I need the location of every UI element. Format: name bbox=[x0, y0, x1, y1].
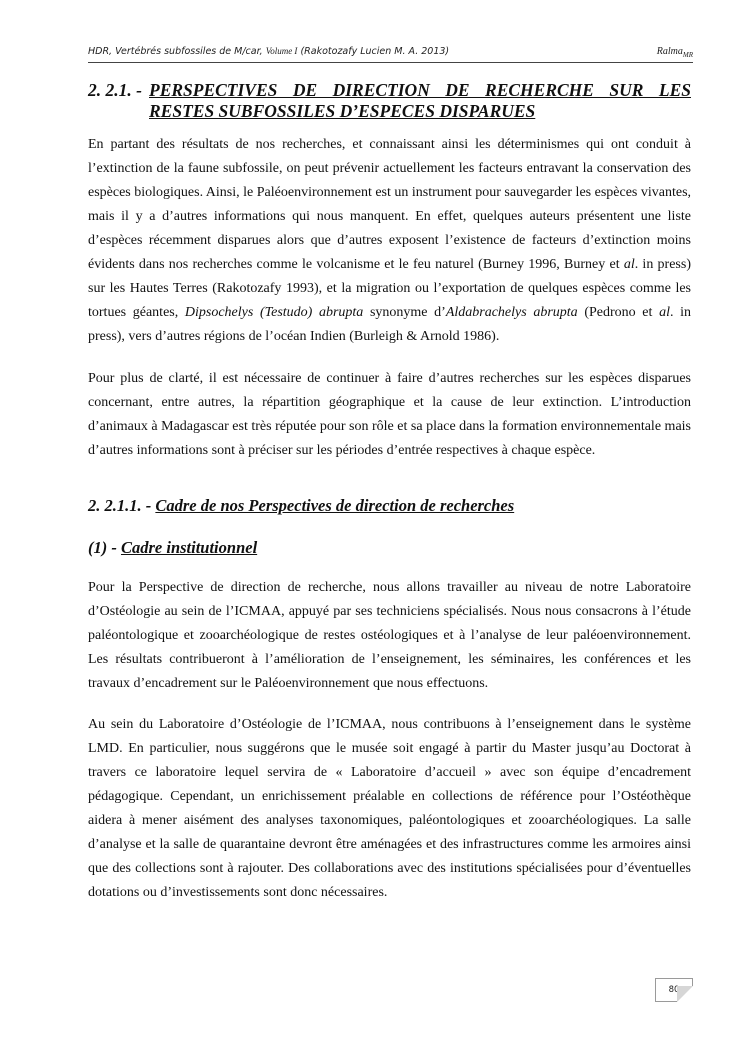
subsubsection-title: Cadre institutionnel bbox=[120, 538, 258, 557]
subsection-title: Cadre de nos Perspectives de direction de recherches bbox=[155, 496, 515, 515]
subsubsection-heading bbox=[88, 537, 691, 559]
subsection-number: 2. 2.1.1. - bbox=[88, 496, 152, 515]
paragraph-2: Pour plus de clarté, il est nécessaire de continuer à faire d’autres recherches sur les espèces disparues concernant, entre autres, la répartition géographique et la cause de leur extinction. L’introduction d’animaux à Madagascar est très réputée pour son rôle et sa place dans la formation environnementale mais d’autres informations sont à préciser sur les périodes d’entrée respectives à chaque espèce. bbox=[88, 371, 691, 458]
section-number: 2. 2.1. - bbox=[88, 80, 142, 100]
para1-et-al-1: al bbox=[623, 257, 635, 272]
para1-et-al-2: al bbox=[659, 305, 670, 320]
header-right-sub: MR bbox=[682, 51, 693, 59]
page-number: 80 bbox=[655, 978, 693, 1002]
species-dipsochelys: Dipsochelys (Testudo) abrupta bbox=[184, 305, 364, 320]
header-right bbox=[657, 46, 693, 59]
header-left bbox=[88, 46, 449, 57]
subsubsection-number: (1) - bbox=[88, 538, 117, 557]
para1-text-4: (Pedrono et bbox=[577, 305, 660, 320]
paragraph-4: Au sein du Laboratoire d’Ostéologie de l’ICMAA, nous contribuons à l’enseignement dans le système LMD. En particulier, nous suggérons que le musée soit engagé à partir du Master jusqu’au Doctorat à travers ce laboratoire lequel servira de « Laboratoire d’accueil » avec son équipe d’encadrement pédagogique. Cependant, un enrichissement préalable en collections de référence pour l’Ostéothèque aidera à mener aisément des analyses taxonomiques, paléontologiques et zooarchéologiques. La salle d’analyse et la salle de quarantaine devront être aménagées et des infrastructures comme les armoires ainsi que des collections sont à rajouter. Des collaborations avec des institutions spécialisées pour d’éventuelles dotations ou d’investissements sont donc nécessaires. bbox=[88, 717, 691, 900]
header-author: (Rakotozafy Lucien M. A. 2013) bbox=[300, 46, 450, 57]
running-header bbox=[88, 43, 693, 63]
subsection-heading bbox=[88, 495, 691, 517]
header-volume: Volume I bbox=[265, 46, 298, 56]
para1-text-5: . in press), vers d’autres régions de l’océan Indien (Burleigh & Arnold 1986). bbox=[88, 305, 691, 344]
para1-text-3: synonyme d’ bbox=[363, 305, 446, 320]
section-heading bbox=[88, 80, 691, 122]
header-title: HDR, Vertébrés subfossiles de M/car, bbox=[88, 46, 263, 57]
paragraph-3: Pour la Perspective de direction de recherche, nous allons travailler au niveau de notre Laboratoire d’Ostéologie au sein de l’ICMAA, appuyé par ses techniciens spécialisés. Nous nous consacrons à l’étude paléontologique et zooarchéologique de restes ostéologiques et à l’analyse de leur paléoenvironnement. Les résultats contribueront à l’amélioration de l’enseignement, les séminaires, les conférences et les travaux d’encadrement sur le Paléoenvironnement que nous effectuons. bbox=[88, 580, 691, 691]
para1-text-1: En partant des résultats de nos recherches, et connaissant ainsi les déterminismes qui ont conduit à l’extinction de la faune subfossile, on peut prévenir actuellement les facteurs entravant la conservation des espèces biologiques. Ainsi, le Paléoenvironnement est un instrument pour sauvegarder les espèces vivantes, mais il y a d’autres informations qui nous manquent. En effet, quelques auteurs présentent une liste d’espèces récemment disparues alors que d’autres exposent l’existence de facteurs d’extinction moins évidents dans nos recherches comme le volcanisme et le feu naturel (Burney 1996, Burney et bbox=[88, 137, 692, 272]
header-right-text: Ralma bbox=[656, 46, 683, 57]
section-title: PERSPECTIVES DE DIRECTION DE RECHERCHE SUR LES RESTES SUBFOSSILES D’ESPECES DISPARUES bbox=[149, 80, 691, 121]
species-aldabrachelys: Aldabrachelys abrupta bbox=[445, 305, 578, 320]
main-content bbox=[88, 80, 691, 905]
paragraph-1 bbox=[88, 133, 691, 349]
para1-text-2: . in press) sur les Hautes Terres (Rakotozafy 1993), et la migration ou l’exportation de quelques espèces comme les tortues géantes, bbox=[88, 257, 691, 320]
